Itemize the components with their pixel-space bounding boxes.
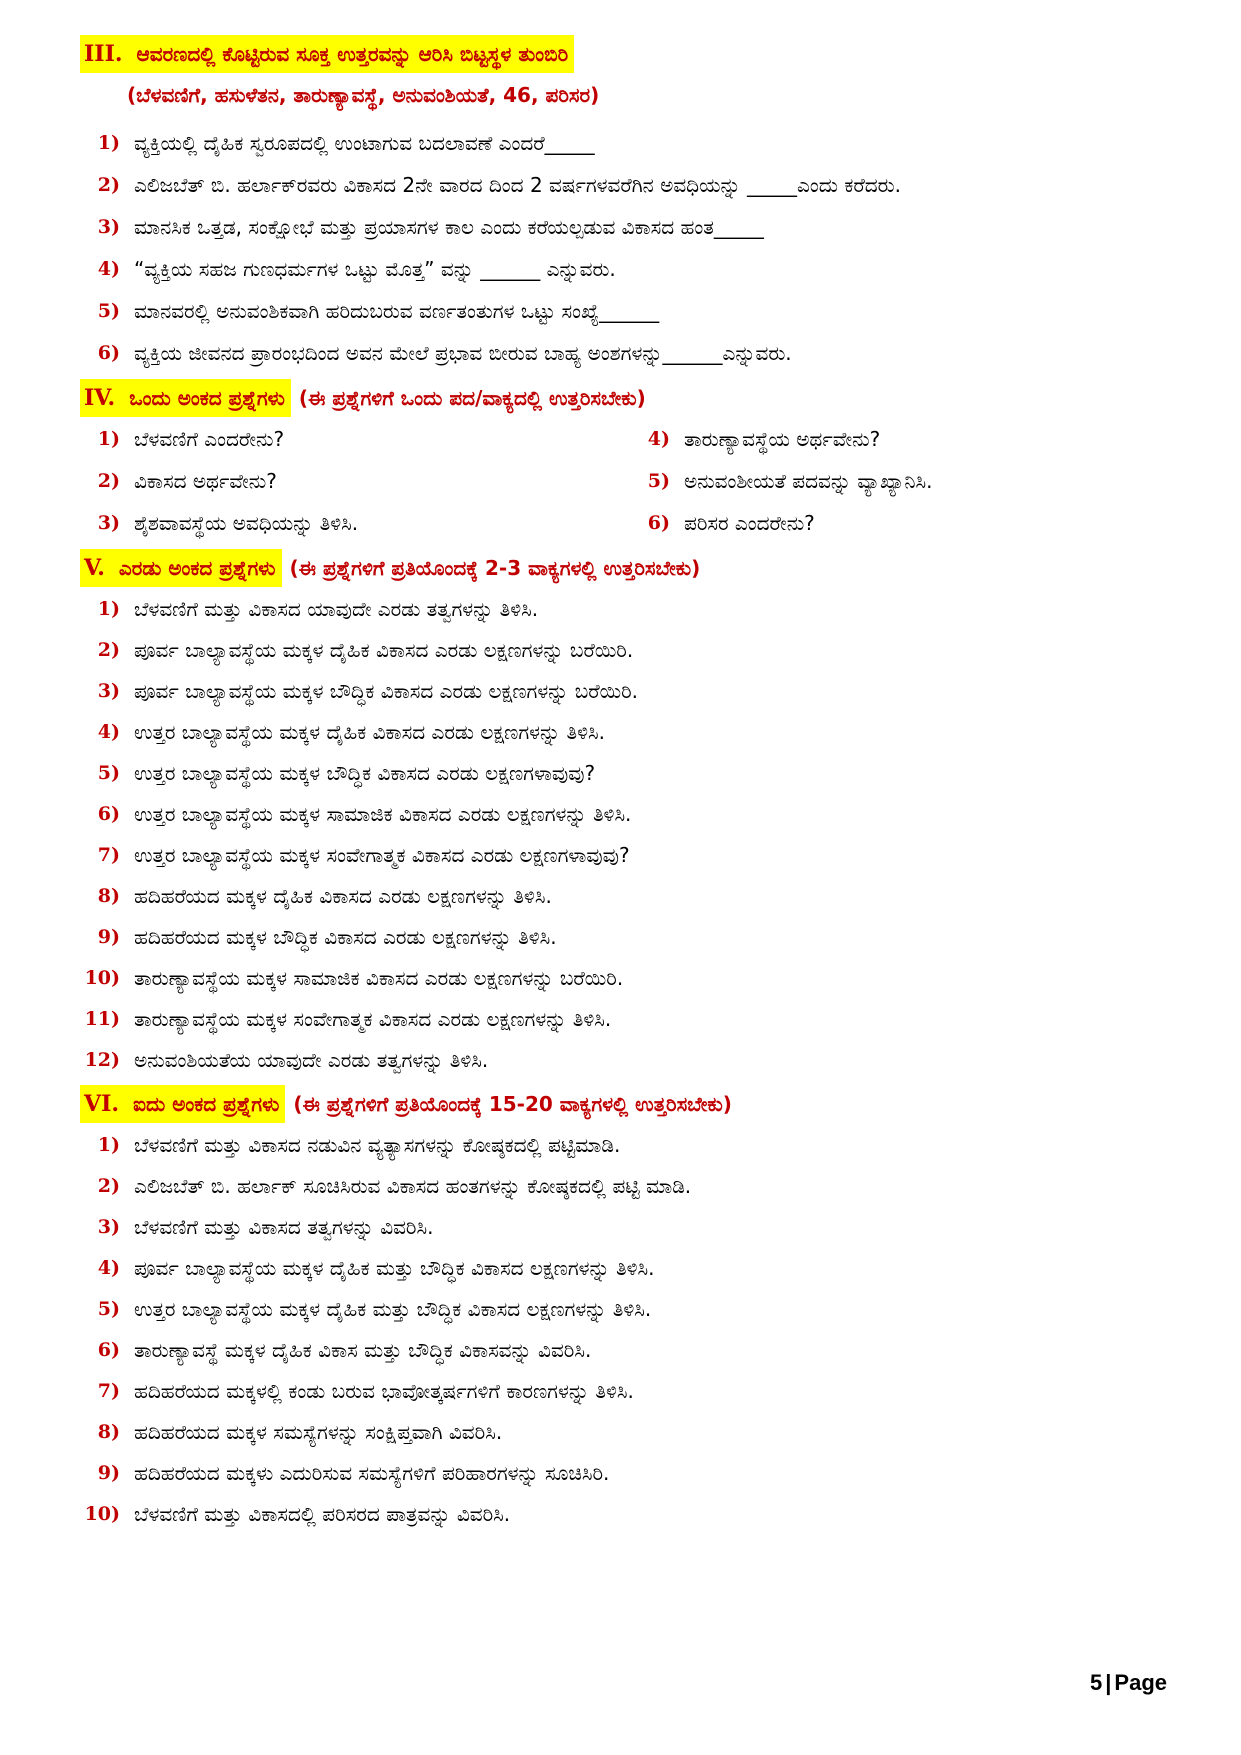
item-number: 2) [97,174,120,196]
item-number: 4) [97,721,120,743]
item-number: 9) [97,1462,120,1484]
item-text: ತಾರುಣ್ಯಾವಸ್ಥೆಯ ಮಕ್ಕಳ ಸಾಮಾಜಿಕ ವಿಕಾಸದ ಎರಡು ಲಕ್ಷಣಗಳನ್ನು ಬರೆಯಿರಿ. [134,966,624,990]
item-number: 2) [97,1175,120,1197]
item-number: 3) [97,680,120,702]
list-item [80,1333,591,1367]
item-number: 5) [97,1298,120,1320]
item-number: 2) [97,639,120,661]
list-item [80,1456,609,1490]
list-item [80,1251,655,1285]
section-iii-options: (ಬೆಳವಣಿಗೆ, ಹಸುಳೆತನ, ತಾರುಣ್ಯಾವಸ್ಥೆ, ಅನುವಂಶಿಯತೆ, 46, ಪರಿಸರ) [127,83,600,107]
item-number: 7) [97,844,120,866]
item-text: ಉತ್ತರ ಬಾಲ್ಯಾವಸ್ಥೆಯ ಮಕ್ಕಳ ಬೌದ್ಧಿಕ ವಿಕಾಸದ ಎರಡು ಲಕ್ಷಣಗಳಾವುವು? [134,761,596,785]
item-text: ಬೆಳವಣಿಗೆ ಮತ್ತು ವಿಕಾಸದ ನಡುವಿನ ವ್ಯತ್ಯಾಸಗಳನ್ನು ಕೋಷ್ಠಕದಲ್ಲಿ ಪಟ್ಟಿಮಾಡಿ. [134,1133,621,1157]
list-item [80,1169,691,1203]
item-text: ತಾರುಣ್ಯಾವಸ್ಥೆಯ ಮಕ್ಕಳ ಸಂವೇಗಾತ್ಮಕ ವಿಕಾಸದ ಎರಡು ಲಕ್ಷಣಗಳನ್ನು ತಿಳಿಸಿ. [134,1007,612,1031]
item-number: 5) [647,470,670,492]
item-text: ಉತ್ತರ ಬಾಲ್ಯಾವಸ್ಥೆಯ ಮಕ್ಕಳ ದೈಹಿಕ ವಿಕಾಸದ ಎರಡು ಲಕ್ಷಣಗಳನ್ನು ತಿಳಿಸಿ. [134,720,606,744]
list-item [80,336,792,370]
item-number: 10) [84,1503,120,1525]
list-item [80,1002,611,1036]
item-text: ಮಾನಸಿಕ ಒತ್ತಡ, ಸಂಕ್ಷೋಭೆ ಮತ್ತು ಪ್ರಯಾಸಗಳ ಕಾಲ ಎಂದು ಕರೆಯಲ್ಪಡುವ ವಿಕಾಸದ ಹಂತ_____ [134,215,764,239]
item-number: 3) [97,512,120,534]
section-iv-note: (ಈ ಪ್ರಶ್ನೆಗಳಿಗೆ ಒಂದು ಪದ/ವಾಕ್ಯದಲ್ಲಿ ಉತ್ತರಿಸಬೇಕು) [298,386,646,410]
item-text: ಎಲಿಜಬೆತ್ ಬಿ. ಹರ್ಲಾಕ್‌ರವರು ವಿಕಾಸದ 2ನೇ ವಾರದ ದಿಂದ 2 ವರ್ಷಗಳವರೆಗಿನ ಅವಧಿಯನ್ನು _____ಎಂದು ಕರೆದರು. [134,173,901,197]
page-number: 5 [1090,1670,1103,1695]
item-text: ಹದಿಹರೆಯದ ಮಕ್ಕಳು ಎದುರಿಸುವ ಸಮಸ್ಯೆಗಳಿಗೆ ಪರಿಹಾರಗಳನ್ನು ಸೂಚಿಸಿರಿ. [134,1461,610,1485]
item-text: ಪೂರ್ವ ಬಾಲ್ಯಾವಸ್ಥೆಯ ಮಕ್ಕಳ ಬೌದ್ಧಿಕ ವಿಕಾಸದ ಎರಡು ಲಕ್ಷಣಗಳನ್ನು ಬರೆಯಿರಿ. [134,679,639,703]
item-text: ಅನುವಂಶೀಯತೆ ಪದವನ್ನು ವ್ಯಾಖ್ಯಾನಿಸಿ. [684,469,933,493]
list-item [80,126,595,160]
item-text: ಉತ್ತರ ಬಾಲ್ಯಾವಸ್ಥೆಯ ಮಕ್ಕಳ ಸಾಮಾಜಿಕ ವಿಕಾಸದ ಎರಡು ಲಕ್ಷಣಗಳನ್ನು ತಿಳಿಸಿ. [134,802,632,826]
item-number: 4) [97,258,120,280]
list-item [80,797,631,831]
list-item [80,879,552,913]
item-text: ಅನುವಂಶಿಯತೆಯ ಯಾವುದೇ ಎರಡು ತತ್ವಗಳನ್ನು ತಿಳಿಸಿ. [134,1048,489,1072]
list-item [80,592,538,626]
list-item [80,464,277,498]
item-text: ಹದಿಹರೆಯದ ಮಕ್ಕಳ ದೈಹಿಕ ವಿಕಾಸದ ಎರಡು ಲಕ್ಷಣಗಳನ್ನು ತಿಳಿಸಿ. [134,884,552,908]
item-text: ಶೈಶವಾವಸ್ಥೆಯ ಅವಧಿಯನ್ನು ತಿಳಿಸಿ. [134,511,359,535]
item-number: 2) [97,470,120,492]
item-number: 11) [84,1008,120,1030]
item-number: 1) [97,428,120,450]
list-item [80,1043,488,1077]
item-number: 8) [97,885,120,907]
item-number: 8) [97,1421,120,1443]
item-text: ಬೆಳವಣಿಗೆ ಎಂದರೇನು? [134,427,285,451]
item-number: 6) [97,1339,120,1361]
item-text: ಎಲಿಜಬೆತ್ ಬಿ. ಹರ್ಲಾಕ್ ಸೂಚಿಸಿರುವ ವಿಕಾಸದ ಹಂತಗಳನ್ನು ಕೋಷ್ಠಕದಲ್ಲಿ ಪಟ್ಟಿ ಮಾಡಿ. [134,1174,692,1198]
list-item [80,294,659,328]
item-number: 6) [97,803,120,825]
item-text: ವ್ಯಕ್ತಿಯ ಜೀವನದ ಪ್ರಾರಂಭದಿಂದ ಅವನ ಮೇಲೆ ಪ್ರಭಾವ ಬೀರುವ ಬಾಹ್ಯ ಅಂಶಗಳನ್ನು______ಎನ್ನುವರು. [134,341,792,365]
section-iii-highlight [80,35,574,73]
item-text: ವ್ಯಕ್ತಿಯಲ್ಲಿ ದೈಹಿಕ ಸ್ವರೂಪದಲ್ಲಿ ಉಂಟಾಗುವ ಬದಲಾವಣೆ ಎಂದರೆ_____ [134,131,595,155]
item-text: ಹದಿಹರೆಯದ ಮಕ್ಕಳಲ್ಲಿ ಕಂಡು ಬರುವ ಭಾವೋತ್ಕರ್ಷಗಳಿಗೆ ಕಾರಣಗಳನ್ನು ತಿಳಿಸಿ. [134,1379,634,1403]
item-number: 5) [97,762,120,784]
item-text: ತಾರುಣ್ಯಾವಸ್ಥೆ ಮಕ್ಕಳ ದೈಹಿಕ ವಿಕಾಸ ಮತ್ತು ಬೌದ್ಧಿಕ ವಿಕಾಸವನ್ನು ವಿವರಿಸಿ. [134,1338,592,1362]
list-item [80,756,595,790]
list-item [80,506,358,540]
item-number: 3) [97,216,120,238]
item-number: 3) [97,1216,120,1238]
section-v-title: ಎರಡು ಅಂಕದ ಪ್ರಶ್ನೆಗಳು [118,556,276,580]
section-iv-title: ಒಂದು ಅಂಕದ ಪ್ರಶ್ನೆಗಳು [129,386,285,410]
item-text: ಬೆಳವಣಿಗೆ ಮತ್ತು ವಿಕಾಸದಲ್ಲಿ ಪರಿಸರದ ಪಾತ್ರವನ್ನು ವಿವರಿಸಿ. [134,1502,511,1526]
item-text: ಹದಿಹರೆಯದ ಮಕ್ಕಳ ಬೌದ್ಧಿಕ ವಿಕಾಸದ ಎರಡು ಲಕ್ಷಣಗಳನ್ನು ತಿಳಿಸಿ. [134,925,557,949]
list-item [630,464,933,498]
section-v-highlight [80,549,282,587]
item-number: 1) [97,132,120,154]
list-item [80,838,630,872]
item-number: 6) [97,342,120,364]
page-separator: | [1105,1670,1112,1695]
section-vi-title: ಐದು ಅಂಕದ ಪ್ರಶ್ನೆಗಳು [133,1092,280,1116]
section-v-note: (ಈ ಪ್ರಶ್ನೆಗಳಿಗೆ ಪ್ರತಿಯೊಂದಕ್ಕೆ 2-3 ವಾಕ್ಯಗಳಲ್ಲಿ ಉತ್ತರಿಸಬೇಕು) [289,556,701,580]
list-item [80,674,638,708]
item-text: ತಾರುಣ್ಯಾವಸ್ಥೆಯ ಅರ್ಥವೇನು? [684,427,881,451]
list-item [80,252,616,286]
item-number: 5) [97,300,120,322]
item-text: ಮಾನವರಲ್ಲಿ ಅನುವಂಶಿಕವಾಗಿ ಹರಿದುಬರುವ ವರ್ಣತಂತುಗಳ ಒಟ್ಟು ಸಂಖ್ಯೆ______ [134,299,660,323]
list-item [80,168,901,202]
section-iii-number: III. [84,41,123,67]
item-number: 1) [97,1134,120,1156]
section-vi-number: VI. [84,1091,120,1117]
item-number: 7) [97,1380,120,1402]
list-item [80,1292,651,1326]
item-text: “ವ್ಯಕ್ತಿಯ ಸಹಜ ಗುಣಧರ್ಮಗಳ ಒಟ್ಟು ಮೊತ್ತ” ವನ್ನು ______ ಎನ್ನುವರು. [134,257,616,281]
item-text: ಬೆಳವಣಿಗೆ ಮತ್ತು ವಿಕಾಸದ ಯಾವುದೇ ಎರಡು ತತ್ವಗಳನ್ನು ತಿಳಿಸಿ. [134,597,539,621]
list-item [80,1210,433,1244]
list-item [630,506,815,540]
item-number: 12) [84,1049,120,1071]
list-item [80,210,764,244]
item-text: ಉತ್ತರ ಬಾಲ್ಯಾವಸ್ಥೆಯ ಮಕ್ಕಳ ಸಂವೇಗಾತ್ಮಕ ವಿಕಾಸದ ಎರಡು ಲಕ್ಷಣಗಳಾವುವು? [134,843,630,867]
item-number: 4) [97,1257,120,1279]
item-number: 9) [97,926,120,948]
list-item [80,920,557,954]
item-number: 1) [97,598,120,620]
list-item [80,961,623,995]
section-iv-highlight [80,379,291,417]
page-footer [1090,1670,1167,1696]
section-iii-title: ಆವರಣದಲ್ಲಿ ಕೊಟ್ಟಿರುವ ಸೂಕ್ತ ಉತ್ತರವನ್ನು ಆರಿಸಿ ಬಿಟ್ಟಸ್ಥಳ ತುಂಬಿರಿ [136,42,569,66]
item-text: ಉತ್ತರ ಬಾಲ್ಯಾವಸ್ಥೆಯ ಮಕ್ಕಳ ದೈಹಿಕ ಮತ್ತು ಬೌದ್ಧಿಕ ವಿಕಾಸದ ಲಕ್ಷಣಗಳನ್ನು ತಿಳಿಸಿ. [134,1297,652,1321]
item-text: ವಿಕಾಸದ ಅರ್ಥವೇನು? [134,469,277,493]
section-iii-heading [80,34,574,74]
list-item [80,633,633,667]
section-iv-number: IV. [84,385,116,411]
item-text: ಪೂರ್ವ ಬಾಲ್ಯಾವಸ್ಥೆಯ ಮಕ್ಕಳ ದೈಹಿಕ ಮತ್ತು ಬೌದ್ಧಿಕ ವಿಕಾಸದ ಲಕ್ಷಣಗಳನ್ನು ತಿಳಿಸಿ. [134,1256,655,1280]
list-item [80,1497,510,1531]
section-v-number: V. [84,555,105,581]
item-text: ಪೂರ್ವ ಬಾಲ್ಯಾವಸ್ಥೆಯ ಮಕ್ಕಳ ದೈಹಿಕ ವಿಕಾಸದ ಎರಡು ಲಕ್ಷಣಗಳನ್ನು ಬರೆಯಿರಿ. [134,638,634,662]
list-item [80,1374,634,1408]
list-item [630,422,880,456]
section-v-heading [80,548,700,588]
item-number: 4) [647,428,670,450]
section-vi-note: (ಈ ಪ್ರಶ್ನೆಗಳಿಗೆ ಪ್ರತಿಯೊಂದಕ್ಕೆ 15-20 ವಾಕ್ಯಗಳಲ್ಲಿ ಉತ್ತರಿಸಬೇಕು) [293,1092,732,1116]
list-item [80,715,605,749]
item-text: ಬೆಳವಣಿಗೆ ಮತ್ತು ವಿಕಾಸದ ತತ್ವಗಳನ್ನು ವಿವರಿಸಿ. [134,1215,434,1239]
list-item [80,1128,620,1162]
item-text: ಹದಿಹರೆಯದ ಮಕ್ಕಳ ಸಮಸ್ಯೆಗಳನ್ನು ಸಂಕ್ಷಿಪ್ತವಾಗಿ ವಿವರಿಸಿ. [134,1420,503,1444]
item-number: 6) [647,512,670,534]
page-label: Page [1114,1670,1167,1695]
list-item [80,422,284,456]
section-iv-heading [80,378,646,418]
section-vi-heading [80,1084,732,1124]
list-item [80,1415,502,1449]
section-vi-highlight [80,1085,285,1123]
item-text: ಪರಿಸರ ಎಂದರೇನು? [684,511,815,535]
item-number: 10) [84,967,120,989]
